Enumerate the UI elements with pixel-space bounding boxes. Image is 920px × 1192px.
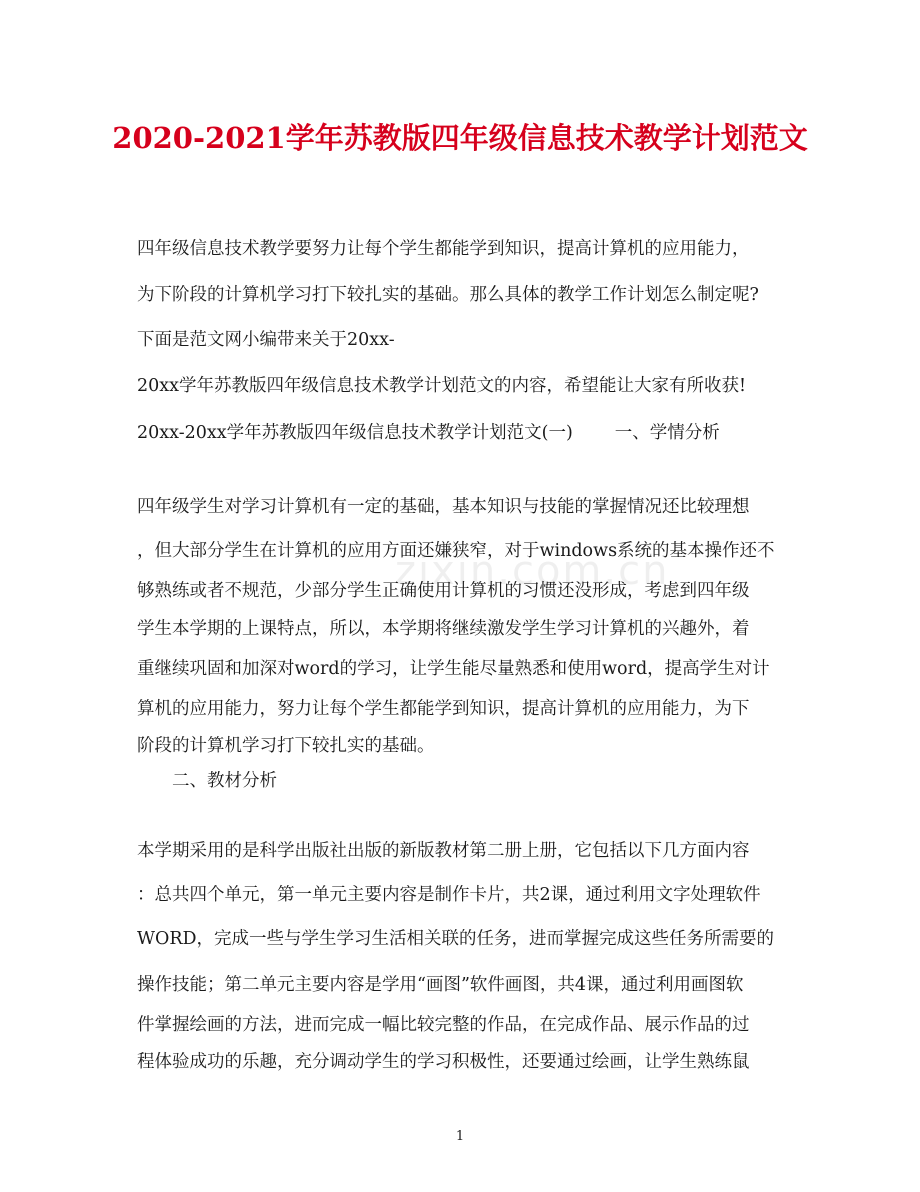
section2-line: ：总共四个单元，第一单元主要内容是制作卡片，共2课，通过利用文字处理软件 <box>137 885 761 905</box>
document-subtitle: 20xx-20xx学年苏教版四年级信息技术教学计划范文(一) <box>137 423 573 443</box>
section2-line: 程体验成功的乐趣，充分调动学生的学习积极性，还要通过绘画，让学生熟练鼠 <box>137 1052 750 1072</box>
section1-line: 够熟练或者不规范，少部分学生正确使用计算机的习惯还没形成，考虑到四年级 <box>137 581 750 601</box>
section1-line: 学生本学期的上课特点，所以，本学期将继续激发学生学习计算机的兴趣外，着 <box>137 619 750 639</box>
intro-line: 为下阶段的计算机学习打下较扎实的基础。那么具体的教学工作计划怎么制定呢? <box>137 285 759 305</box>
section-heading-1: 一、学情分析 <box>614 423 720 443</box>
intro-line: 20xx学年苏教版四年级信息技术教学计划范文的内容，希望能让大家有所收获! <box>137 376 747 396</box>
section2-line: 件掌握绘画的方法，进而完成一幅比较完整的作品，在完成作品、展示作品的过 <box>137 1015 750 1035</box>
section2-line: 本学期采用的是科学出版社出版的新版教材第二册上册，它包括以下几方面内容 <box>137 841 750 861</box>
section2-line: WORD，完成一些与学生学习生活相关联的任务，进而掌握完成这些任务所需要的 <box>137 929 775 949</box>
page-number: 1 <box>455 1129 465 1144</box>
section1-line: 算机的应用能力，努力让每个学生都能学到知识，提高计算机的应用能力，为下 <box>137 699 750 719</box>
section1-line: 阶段的计算机学习打下较扎实的基础。 <box>137 736 435 756</box>
section2-line: 操作技能；第二单元主要内容是学用“画图”软件画图，共4课，通过利用画图软 <box>137 975 744 995</box>
section1-line: 重继续巩固和加深对word的学习，让学生能尽量熟悉和使用word，提高学生对计 <box>137 659 770 679</box>
section1-line: 四年级学生对学习计算机有一定的基础，基本知识与技能的掌握情况还比较理想 <box>137 497 750 517</box>
watermark-text: zixin.com.cn <box>395 548 670 594</box>
section-heading-2: 二、教材分析 <box>172 771 277 791</box>
intro-line: 下面是范文网小编带来关于20xx- <box>137 330 395 350</box>
intro-line: 四年级信息技术教学要努力让每个学生都能学到知识，提高计算机的应用能力， <box>137 239 750 259</box>
document-title: 2020-2021学年苏教版四年级信息技术教学计划范文 <box>112 121 808 155</box>
subtitle-row <box>137 420 720 446</box>
section1-line: ，但大部分学生在计算机的应用方面还嫌狭窄，对于windows系统的基本操作还不 <box>137 541 775 561</box>
